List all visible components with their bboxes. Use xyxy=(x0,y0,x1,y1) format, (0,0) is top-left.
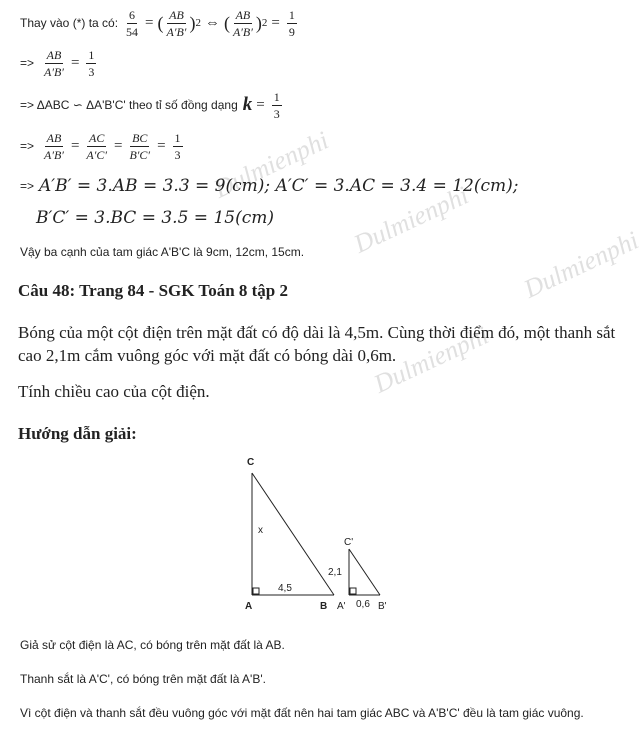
equation-line-4: => $\frac{AB}{A'B'}$ = $\frac{AC}{A'C'}$ = $\frac{BC}{B'C'}$ = $\frac{1}{3}$ xyxy=(20,130,181,162)
label-x: x xyxy=(258,525,263,536)
equation-line-1: Thay vào (*) ta có: $\frac{6}{54}$ = ( $\frac{AB}{A'B'}$ ) 2 ⇔ ( $\frac{AB}{A'B'}$ ) 2 = $\frac{1}{9}$ xyxy=(20,7,295,39)
conclusion-text: Vậy ba cạnh của tam giác A'B'C là 9cm, 12cm, 15cm. xyxy=(20,245,305,259)
equation-line-2: => $\frac{AB}{A'B'}$ = $\frac{1}{3}$ xyxy=(20,47,95,79)
problem-heading: Câu 48: Trang 84 - SGK Toán 8 tập 2 xyxy=(18,281,289,300)
label-bp: B' xyxy=(378,601,387,612)
fraction-ab-apbp: $\frac{AB}{A'B'}$ xyxy=(44,130,64,162)
fraction-1-3: $\frac{1}{3}$ xyxy=(88,47,95,79)
watermark: Dulmienphi xyxy=(349,180,473,259)
fraction-ac-apcp: $\frac{AC}{A'C'}$ xyxy=(86,130,107,162)
fraction-bc-bpcp: $\frac{BC}{B'C'}$ xyxy=(129,130,151,162)
watermark: Dulmienphi xyxy=(209,125,333,204)
segment-bc xyxy=(252,473,334,595)
fraction-ab-apbp: $\frac{AB}{A'B'}$ xyxy=(44,47,64,79)
label-ap: A' xyxy=(337,601,346,612)
problem-statement: Bóng của một cột điện trên mặt đất có độ dài là 4,5m. Cùng thời điểm đó, một thanh sắt cao 2,1m cắm vuông góc với mặt đất có bóng dài 0,6m. xyxy=(18,323,616,365)
right-angle-a xyxy=(253,588,259,594)
triangles-figure xyxy=(0,455,630,615)
fraction-ab-apbp: $\frac{AB}{A'B'}$ xyxy=(232,7,253,39)
fraction-6-54: $\frac{6}{54}$ xyxy=(126,7,139,39)
note-3: Vì cột điện và thanh sắt đều vuông góc với mặt đất nên hai tam giác ABC và A'B'C' đều là tam giác vuông. xyxy=(20,706,584,720)
fraction-1-3: $\frac{1}{3}$ xyxy=(174,130,181,162)
label-apbp-length: 0,6 xyxy=(356,599,370,610)
fraction-ab-apbp: $\frac{AB}{A'B'}$ xyxy=(166,7,187,39)
note-2: Thanh sắt là A'C', có bóng trên mặt đất là A'B'. xyxy=(20,672,266,686)
fraction-1-3: $\frac{1}{3}$ xyxy=(273,89,280,121)
note-1: Giả sử cột điện là AC, có bóng trên mặt đất là AB. xyxy=(20,638,285,652)
guide-heading: Hướng dẫn giải: xyxy=(18,424,137,443)
label-apcp-length: 2,1 xyxy=(328,567,342,578)
watermark: Dulmienphi xyxy=(369,320,493,399)
right-angle-ap xyxy=(350,588,356,594)
label-ab-length: 4,5 xyxy=(278,583,292,594)
equation-line-5: => A′B′ = 3.AB = 3.3 = 9(cm); A′C′ = 3.AC = 3.4 = 12(cm); xyxy=(20,176,519,196)
label-c: C xyxy=(247,457,255,468)
equation-line-3: => ΔABC ∽ ΔA'B'C' theo tỉ số đồng dạng k = $\frac{1}{3}$ xyxy=(20,89,280,121)
label-b: B xyxy=(320,601,328,612)
watermark: Dulmienphi xyxy=(519,225,643,304)
equation-line-6: B′C′ = 3.BC = 3.5 = 15(cm) xyxy=(36,208,274,228)
label-a: A xyxy=(245,601,253,612)
problem-question: Tính chiều cao của cột điện. xyxy=(18,382,210,401)
label-cp: C' xyxy=(344,537,354,548)
line1-prefix: Thay vào (*) ta có: xyxy=(20,16,119,30)
fraction-1-9: $\frac{1}{9}$ xyxy=(288,7,295,39)
